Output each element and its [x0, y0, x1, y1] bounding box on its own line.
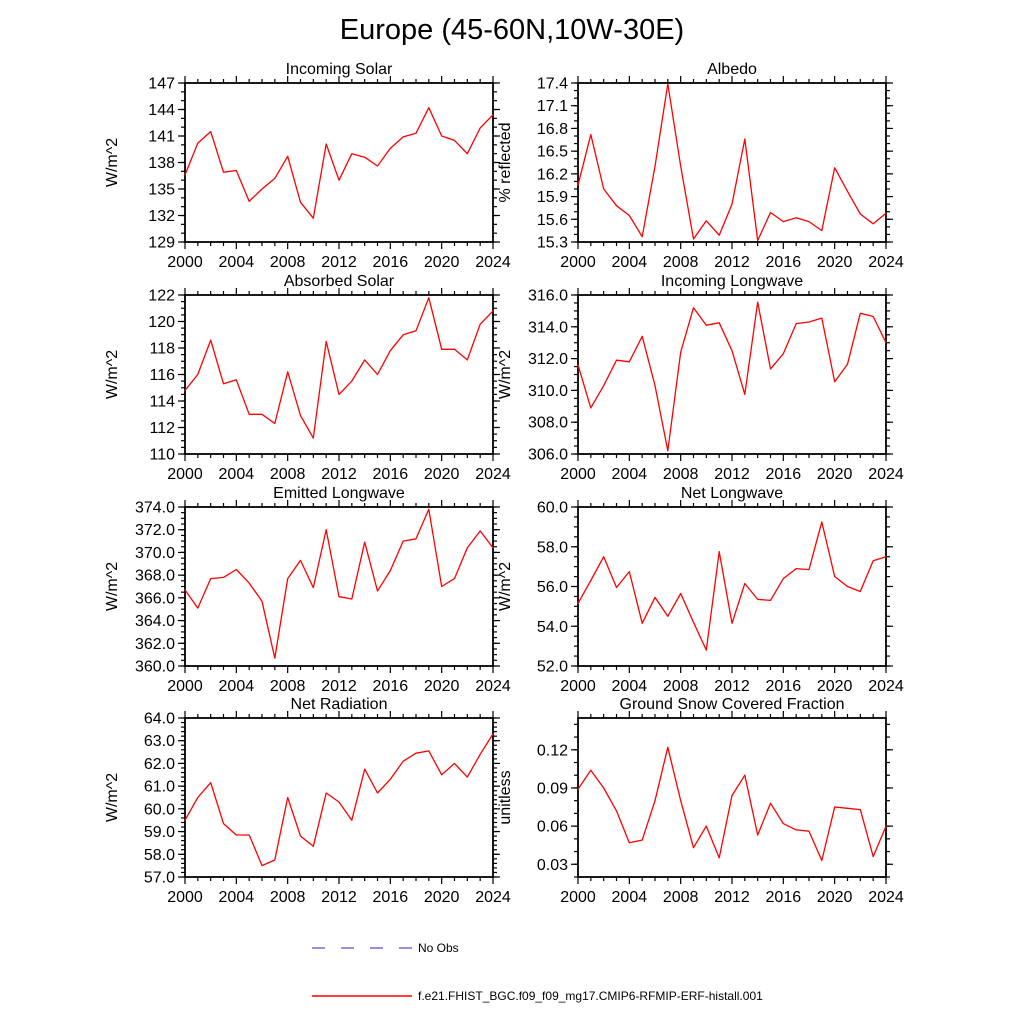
- no-obs-line-sample: [311, 943, 413, 953]
- svg-text:147: 147: [148, 75, 175, 93]
- svg-text:15.9: 15.9: [536, 189, 568, 207]
- svg-text:308.0: 308.0: [527, 414, 568, 432]
- svg-text:16.5: 16.5: [536, 143, 568, 161]
- svg-text:2020: 2020: [816, 678, 853, 695]
- svg-text:120: 120: [148, 314, 175, 331]
- svg-text:2004: 2004: [218, 466, 255, 483]
- svg-text:314.0: 314.0: [527, 319, 568, 337]
- svg-text:2012: 2012: [714, 254, 750, 271]
- svg-text:2020: 2020: [816, 889, 853, 906]
- svg-text:2024: 2024: [475, 466, 511, 483]
- svg-text:58.0: 58.0: [143, 846, 175, 864]
- svg-text:W/m^2: W/m^2: [104, 349, 121, 400]
- svg-text:2016: 2016: [372, 889, 409, 906]
- svg-text:W/m^2: W/m^2: [497, 561, 514, 612]
- svg-text:2008: 2008: [662, 254, 699, 271]
- svg-text:2004: 2004: [611, 889, 648, 906]
- svg-text:0.03: 0.03: [536, 856, 568, 874]
- svg-text:372.0: 372.0: [134, 522, 175, 540]
- svg-text:17.1: 17.1: [536, 98, 568, 116]
- svg-text:15.3: 15.3: [536, 234, 568, 252]
- svg-text:110: 110: [149, 446, 175, 464]
- svg-text:2000: 2000: [560, 466, 596, 483]
- svg-text:2008: 2008: [269, 254, 306, 271]
- svg-text:60.0: 60.0: [143, 801, 175, 819]
- svg-text:135: 135: [148, 181, 175, 199]
- svg-text:2012: 2012: [714, 678, 750, 695]
- chart-net-longwave: [488, 479, 906, 698]
- svg-text:54.0: 54.0: [536, 618, 568, 636]
- chart-incoming-solar: [95, 55, 513, 274]
- chart-albedo: [488, 55, 906, 274]
- svg-text:138: 138: [148, 155, 175, 172]
- svg-text:2020: 2020: [423, 254, 460, 271]
- svg-text:Albedo: Albedo: [707, 61, 757, 78]
- svg-text:15.6: 15.6: [536, 211, 568, 229]
- svg-text:312.0: 312.0: [527, 351, 568, 369]
- svg-text:% reflected: % reflected: [497, 122, 514, 203]
- svg-text:Incoming Solar: Incoming Solar: [285, 61, 393, 78]
- svg-text:2024: 2024: [868, 678, 904, 695]
- svg-text:2004: 2004: [611, 678, 648, 695]
- svg-text:2008: 2008: [269, 466, 306, 483]
- svg-text:2000: 2000: [167, 466, 203, 483]
- svg-text:2000: 2000: [167, 678, 203, 695]
- svg-text:2008: 2008: [269, 678, 306, 695]
- svg-text:2024: 2024: [868, 889, 904, 906]
- svg-text:2012: 2012: [714, 466, 750, 483]
- figure-title: Europe (45-60N,10W-30E): [339, 14, 685, 46]
- svg-text:2016: 2016: [372, 466, 409, 483]
- svg-text:129: 129: [148, 234, 175, 252]
- svg-text:2000: 2000: [560, 889, 596, 906]
- svg-text:370.0: 370.0: [134, 544, 175, 562]
- svg-text:Ground Snow Covered Fraction: Ground Snow Covered Fraction: [619, 696, 845, 713]
- svg-text:2012: 2012: [714, 889, 750, 906]
- svg-text:132: 132: [148, 208, 175, 225]
- svg-text:2004: 2004: [218, 678, 255, 695]
- svg-text:2008: 2008: [662, 466, 699, 483]
- svg-text:364.0: 364.0: [134, 613, 175, 631]
- svg-text:2000: 2000: [167, 889, 203, 906]
- svg-text:2012: 2012: [321, 678, 357, 695]
- svg-text:17.4: 17.4: [536, 75, 568, 93]
- legend-label-model-run: f.e21.FHIST_BGC.f09_f09_mg17.CMIP6-RFMIP-ERF-histall.001: [418, 989, 763, 1003]
- svg-text:310.0: 310.0: [527, 382, 568, 400]
- svg-text:316.0: 316.0: [527, 287, 568, 305]
- legend: [311, 941, 763, 1003]
- svg-text:116: 116: [149, 367, 175, 384]
- svg-text:59.0: 59.0: [143, 824, 175, 842]
- svg-text:360.0: 360.0: [134, 658, 175, 676]
- svg-text:118: 118: [149, 340, 175, 358]
- svg-text:Emitted Longwave: Emitted Longwave: [273, 485, 405, 502]
- svg-text:374.0: 374.0: [134, 499, 175, 517]
- svg-text:W/m^2: W/m^2: [497, 349, 514, 400]
- svg-text:2020: 2020: [423, 678, 460, 695]
- svg-text:362.0: 362.0: [134, 635, 175, 653]
- svg-text:2020: 2020: [423, 889, 460, 906]
- svg-text:2004: 2004: [218, 889, 255, 906]
- chart-emitted-longwave: [95, 479, 513, 698]
- svg-text:62.0: 62.0: [143, 755, 175, 773]
- svg-text:366.0: 366.0: [134, 590, 175, 608]
- svg-text:2008: 2008: [662, 889, 699, 906]
- svg-text:Absorbed Solar: Absorbed Solar: [283, 273, 395, 290]
- svg-text:W/m^2: W/m^2: [104, 772, 121, 823]
- chart-incoming-longwave: [488, 267, 906, 486]
- svg-text:61.0: 61.0: [143, 778, 175, 796]
- svg-text:unitless: unitless: [497, 770, 514, 825]
- svg-text:W/m^2: W/m^2: [104, 561, 121, 612]
- svg-text:2000: 2000: [167, 254, 203, 271]
- svg-text:56.0: 56.0: [536, 579, 568, 596]
- svg-text:2004: 2004: [611, 466, 648, 483]
- svg-text:60.0: 60.0: [536, 499, 568, 517]
- svg-text:0.09: 0.09: [536, 780, 568, 798]
- svg-text:0.06: 0.06: [536, 818, 568, 836]
- svg-text:122: 122: [148, 287, 175, 305]
- svg-text:16.8: 16.8: [536, 120, 568, 138]
- svg-text:368.0: 368.0: [134, 567, 175, 585]
- svg-text:144: 144: [148, 102, 175, 119]
- svg-text:W/m^2: W/m^2: [104, 137, 121, 188]
- svg-text:141: 141: [148, 128, 175, 146]
- legend-item-no-obs: [311, 941, 763, 955]
- svg-text:2000: 2000: [560, 254, 596, 271]
- svg-text:2008: 2008: [269, 889, 306, 906]
- chart-net-radiation: [95, 690, 513, 909]
- svg-text:2012: 2012: [321, 466, 357, 483]
- chart-absorbed-solar: [95, 267, 513, 486]
- svg-text:2016: 2016: [765, 254, 802, 271]
- svg-text:16.2: 16.2: [536, 166, 568, 184]
- svg-text:63.0: 63.0: [143, 733, 175, 751]
- svg-text:2016: 2016: [765, 466, 802, 483]
- svg-text:2004: 2004: [611, 254, 648, 271]
- svg-text:2000: 2000: [560, 678, 596, 695]
- svg-text:2016: 2016: [765, 678, 802, 695]
- svg-text:114: 114: [149, 393, 175, 411]
- svg-text:58.0: 58.0: [536, 539, 568, 557]
- svg-text:2020: 2020: [423, 466, 460, 483]
- chart-ground-snow-covered-fraction: [488, 690, 906, 909]
- svg-text:Net Longwave: Net Longwave: [680, 485, 784, 502]
- svg-text:64.0: 64.0: [143, 710, 175, 728]
- svg-text:2024: 2024: [868, 254, 904, 271]
- svg-text:Incoming Longwave: Incoming Longwave: [660, 273, 804, 290]
- svg-text:2024: 2024: [868, 466, 904, 483]
- svg-text:2020: 2020: [816, 254, 853, 271]
- svg-text:2024: 2024: [475, 254, 511, 271]
- svg-text:2008: 2008: [662, 678, 699, 695]
- svg-text:2024: 2024: [475, 889, 511, 906]
- model-run-line-sample: [311, 991, 413, 1001]
- svg-text:2020: 2020: [816, 466, 853, 483]
- svg-text:2012: 2012: [321, 254, 357, 271]
- svg-text:2016: 2016: [372, 254, 409, 271]
- svg-text:52.0: 52.0: [536, 658, 568, 676]
- legend-item-model-run: [311, 989, 763, 1003]
- svg-text:306.0: 306.0: [527, 446, 568, 464]
- svg-text:2024: 2024: [475, 678, 511, 695]
- legend-label-no-obs: No Obs: [418, 941, 459, 955]
- svg-text:2004: 2004: [218, 254, 255, 271]
- svg-text:112: 112: [149, 420, 175, 437]
- svg-text:0.12: 0.12: [536, 742, 568, 760]
- svg-text:2012: 2012: [321, 889, 357, 906]
- svg-text:2016: 2016: [372, 678, 409, 695]
- svg-text:2016: 2016: [765, 889, 802, 906]
- svg-text:57.0: 57.0: [143, 869, 175, 887]
- svg-text:Net Radiation: Net Radiation: [290, 696, 388, 713]
